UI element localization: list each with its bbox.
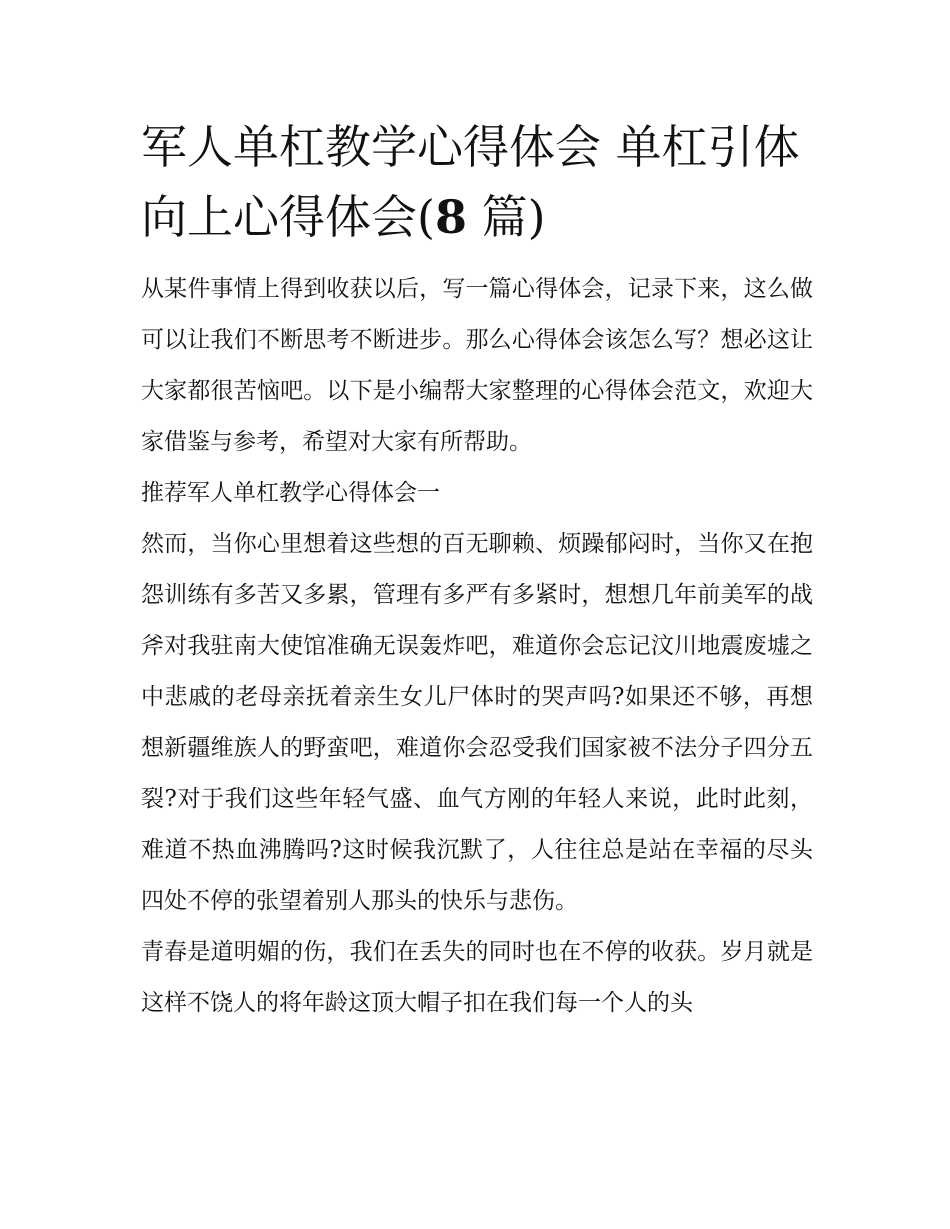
body-paragraph: 然而，当你心里想着这些想的百无聊赖、烦躁郁闷时，当你又在抱怨训练有多苦又多累，管理有多严有多紧时，想想几年前美军的战斧对我驻南大使馆准确无误轰炸吧，难道你会忘记汶川地震废墟之中悲戚的老母亲抚着亲生女儿尸体时的哭声吗?如果还不够，再想想新疆维族人的野蛮吧，难道你会忍受我们国家被不法分子四分五裂?对于我们这些年轻气盛、血气方刚的年轻人来说，此时此刻，难道不热血沸腾吗?这时候我沉默了，人往往总是站在幸福的尽头四处不停的张望着别人那头的快乐与悲伤。 bbox=[141, 531, 813, 914]
title-suffix: 篇) bbox=[466, 190, 546, 244]
section-heading: 推荐军人单杠教学心得体会一 bbox=[141, 480, 440, 506]
body-paragraph-continued: 青春是道明媚的伤，我们在丢失的同时也在不停的收获。岁月就是这样不饶人的将年龄这顶大帽子扣在我们每一个人的头 bbox=[141, 939, 813, 1016]
intro-paragraph: 从某件事情上得到收获以后，写一篇心得体会，记录下来，这么做可以让我们不断思考不断进步。那么心得体会该怎么写？想必这让大家都很苦恼吧。以下是小编帮大家整理的心得体会范文，欢迎大家借鉴与参考，希望对大家有所帮助。 bbox=[141, 276, 813, 455]
title-text: 军人单杠教学心得体会 单杠引体向上心得体会( bbox=[141, 120, 800, 244]
title-count: 8 bbox=[434, 190, 467, 244]
document-title bbox=[141, 112, 813, 252]
document-page bbox=[141, 112, 813, 1029]
